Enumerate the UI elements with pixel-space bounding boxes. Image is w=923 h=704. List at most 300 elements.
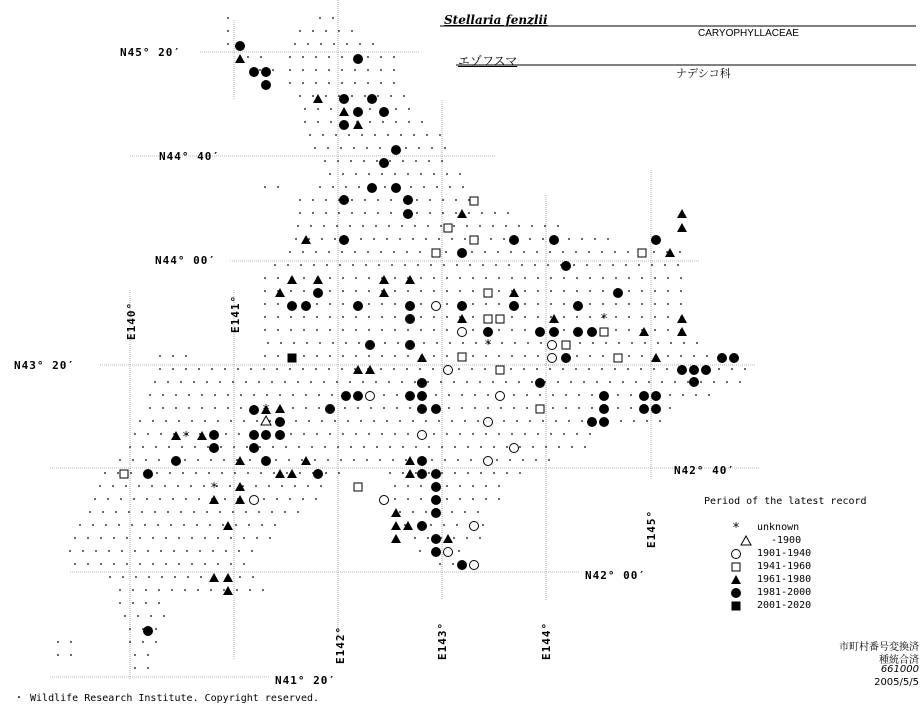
mesh-dot [654,303,656,305]
filled-circle-symbol [613,288,623,298]
mesh-dot [185,498,187,500]
family-japanese: ナデシコ科 [676,67,731,80]
mesh-dot [323,225,325,227]
mesh-dot [602,355,604,357]
mesh-dot [599,264,601,266]
mesh-dot [498,303,500,305]
mesh-dot [630,407,632,409]
mesh-dot [539,394,541,396]
mesh-dot [430,524,432,526]
mesh-dot [264,355,266,357]
lon-label-140: E140° [125,301,138,340]
mesh-dot [299,472,301,474]
mesh-dot [480,472,482,474]
mesh-dot [156,472,158,474]
mesh-dot [425,511,427,513]
mesh-dot [194,446,196,448]
mesh-dot [396,407,398,409]
legend-label-1961-1980: 1961-1980 [757,574,812,585]
mesh-dot [402,472,404,474]
mesh-dot [446,316,448,318]
mesh-dot [400,134,402,136]
mesh-dot [461,407,463,409]
mesh-dot [259,446,261,448]
open-square-symbol [484,289,492,297]
mesh-dot [145,602,147,604]
filled-circle-symbol [405,301,415,311]
mesh-dot [412,511,414,513]
mesh-dot [338,212,340,214]
mesh-dot [108,550,110,552]
filled-triangle-symbol [339,107,349,116]
mesh-dot [627,251,629,253]
mesh-dot [443,524,445,526]
mesh-dot [505,225,507,227]
filled-circle-symbol [353,54,363,64]
mesh-dot [406,368,408,370]
filled-circle-symbol [431,508,441,518]
mesh-dot [316,316,318,318]
mesh-dot [472,355,474,357]
mesh-dot [315,82,317,84]
mesh-dot [514,342,516,344]
mesh-dot [329,277,331,279]
open-square-symbol [120,470,128,478]
filled-circle-symbol [353,391,363,401]
mesh-dot [419,550,421,552]
mesh-dot [628,316,630,318]
lon-label-144: E144° [540,621,553,660]
mesh-dot [394,433,396,435]
mesh-dot [204,563,206,565]
mesh-dot [498,290,500,292]
mesh-dot [474,407,476,409]
mesh-dot [133,498,135,500]
mesh-dot [264,316,266,318]
filled-circle-symbol [431,469,441,479]
mesh-dot [420,303,422,305]
mesh-dot [358,342,360,344]
mesh-dot [234,472,236,474]
mesh-dot [589,316,591,318]
mesh-dot [349,225,351,227]
mesh-dot [394,303,396,305]
mesh-dot [394,316,396,318]
filled-triangle-symbol [235,54,245,63]
mesh-dot [322,134,324,136]
mesh-dot [618,342,620,344]
mesh-dot [381,355,383,357]
mesh-dot [184,459,186,461]
mesh-dot [433,433,435,435]
mesh-dot [384,342,386,344]
mesh-dot [540,342,542,344]
filled-circle-symbol [689,365,699,375]
mesh-dot [145,589,147,591]
mesh-dot [563,329,565,331]
record-code: 661000 [880,664,919,675]
mesh-dot [576,355,578,357]
mesh-dot [641,355,643,357]
open-square-symbol [732,563,740,571]
mesh-dot [285,446,287,448]
mesh-dot [178,563,180,565]
mesh-dot [310,381,312,383]
filled-triangle-symbol [391,521,401,530]
mesh-dot [135,576,137,578]
mesh-dot [318,407,320,409]
mesh-dot [510,368,512,370]
mesh-dot [113,563,115,565]
mesh-dot [498,329,500,331]
mesh-dot [459,498,461,500]
mesh-dot [552,394,554,396]
mesh-dot [297,511,299,513]
mesh-dot [544,225,546,227]
mesh-dot [325,199,327,201]
lat-label-42-00: N42° 00′ [585,569,646,582]
mesh-dot [346,43,348,45]
mesh-dot [162,407,164,409]
filled-circle-symbol [457,248,467,258]
mesh-dot [407,498,409,500]
mesh-dot [182,472,184,474]
mesh-dot [223,589,225,591]
filled-circle-symbol [143,626,153,636]
mesh-dot [576,433,578,435]
mesh-dot [137,615,139,617]
mesh-dot [172,498,174,500]
mesh-dot [433,290,435,292]
mesh-dot [221,472,223,474]
mesh-dot [147,550,149,552]
mesh-dot [394,329,396,331]
open-triangle-symbol [741,536,751,545]
filled-triangle-symbol [209,495,219,504]
mesh-dot [615,277,617,279]
mesh-dot [99,485,101,487]
mesh-dot [185,368,187,370]
filled-circle-symbol [483,327,493,337]
mesh-dot [415,160,417,162]
filled-circle-symbol [599,391,609,401]
mesh-dot [440,381,442,383]
family-latin: CARYOPHYLLACEAE [698,28,799,39]
mesh-dot [138,485,140,487]
mesh-dot [289,251,291,253]
mesh-dot [224,498,226,500]
filled-triangle-symbol [287,469,297,478]
filled-circle-symbol [549,235,559,245]
mesh-dot [485,277,487,279]
mesh-dot [484,368,486,370]
mesh-dot [628,277,630,279]
open-square-symbol [484,315,492,323]
mesh-dot [160,550,162,552]
mesh-dot [578,394,580,396]
mesh-dot [139,537,141,539]
mesh-dot [302,251,304,253]
mesh-dot [454,446,456,448]
mesh-dot [506,472,508,474]
filled-triangle-symbol [391,534,401,543]
filled-circle-symbol [365,340,375,350]
mesh-dot [261,524,263,526]
mesh-dot [433,355,435,357]
filled-circle-symbol [209,430,219,440]
mesh-dot [420,329,422,331]
mesh-dot [376,160,378,162]
mesh-dot [147,433,149,435]
mesh-dot [609,381,611,383]
mesh-dot [107,498,109,500]
mesh-dot [317,121,319,123]
open-square-symbol [638,249,646,257]
mesh-dot [134,654,136,656]
mesh-dot [555,420,557,422]
mesh-dot [329,173,331,175]
mesh-dot [459,485,461,487]
mesh-dot [299,30,301,32]
mesh-dot [167,511,169,513]
mesh-dot [246,446,248,448]
mesh-dot [390,212,392,214]
mesh-dot [388,225,390,227]
mesh-dot [368,290,370,292]
mesh-dot [219,381,221,383]
mesh-dot [416,212,418,214]
mesh-dot [397,342,399,344]
mesh-dot [412,238,414,240]
mesh-dot [327,147,329,149]
mesh-dot [607,238,609,240]
filled-triangle-symbol [457,314,467,323]
mesh-dot [187,576,189,578]
filled-triangle-symbol [209,573,219,582]
mesh-dot [260,56,262,58]
mesh-dot [423,342,425,344]
mesh-dot [451,420,453,422]
mesh-dot [152,563,154,565]
mesh-dot [162,394,164,396]
mesh-dot [496,459,498,461]
mesh-dot [152,420,154,422]
mesh-dot [399,420,401,422]
mesh-dot [419,251,421,253]
mesh-dot [513,407,515,409]
mesh-dot [368,329,370,331]
mesh-dot [378,264,380,266]
mesh-dot [731,368,733,370]
mesh-dot [459,173,461,175]
mesh-dot [594,238,596,240]
mesh-dot [344,407,346,409]
mesh-dot [280,342,282,344]
mesh-dot [374,134,376,136]
mesh-dot [461,394,463,396]
mesh-dot [472,316,474,318]
mesh-dot [375,381,377,383]
mesh-dot [252,576,254,578]
mesh-dot [414,537,416,539]
filled-circle-symbol [535,327,545,337]
mesh-dot [232,381,234,383]
open-circle-symbol [470,522,479,531]
filled-circle-symbol [353,107,363,117]
mesh-dot [407,329,409,331]
mesh-dot [262,589,264,591]
mesh-dot [264,186,266,188]
mesh-dot [165,537,167,539]
open-square-symbol [470,236,478,244]
mesh-dot [324,446,326,448]
mesh-dot [432,368,434,370]
mesh-dot [243,420,245,422]
mesh-dot [315,69,317,71]
filled-circle-symbol [339,195,349,205]
mesh-dot [255,485,257,487]
mesh-dot [146,498,148,500]
mesh-dot [605,342,607,344]
mesh-dot [368,433,370,435]
mesh-dot [511,433,513,435]
mesh-dot [368,173,370,175]
mesh-dot [442,212,444,214]
mesh-dot [208,472,210,474]
mesh-dot [342,290,344,292]
mesh-dot [338,30,340,32]
mesh-dot [433,316,435,318]
mesh-dot [142,446,144,448]
mesh-dot [471,368,473,370]
mesh-dot [653,368,655,370]
filled-circle-symbol [403,195,413,205]
mesh-dot [144,524,146,526]
mesh-dot [406,251,408,253]
mesh-dot [155,628,157,630]
mesh-dot [537,316,539,318]
mesh-dot [586,264,588,266]
filled-triangle-symbol [379,275,389,284]
mesh-dot [602,290,604,292]
mesh-dot [562,368,564,370]
open-square-symbol [496,315,504,323]
mesh-dot [157,524,159,526]
mesh-dot [341,69,343,71]
filled-circle-symbol [405,340,415,350]
mesh-dot [526,394,528,396]
mesh-dot [341,251,343,253]
mesh-dot [325,30,327,32]
mesh-dot [361,134,363,136]
mesh-dot [615,303,617,305]
filled-circle-symbol [325,404,335,414]
mesh-dot [195,472,197,474]
mesh-dot [513,394,515,396]
open-circle-symbol [548,341,557,350]
mesh-dot [667,355,669,357]
mesh-dot [145,459,147,461]
mesh-dot [667,290,669,292]
mesh-dot [457,459,459,461]
filled-square-symbol [288,354,297,363]
filled-circle-symbol [561,353,571,363]
open-square-symbol [470,197,478,205]
mesh-dot [547,264,549,266]
mesh-dot [158,602,160,604]
mesh-dot [203,485,205,487]
mesh-dot [188,394,190,396]
mesh-dot [117,472,119,474]
mesh-dot [348,134,350,136]
mesh-dot [276,368,278,370]
mesh-dot [256,537,258,539]
mesh-dot [109,576,111,578]
mesh-dot [168,446,170,448]
mesh-dot [165,563,167,565]
mesh-dot [456,264,458,266]
mesh-dot [201,394,203,396]
mesh-dot [214,407,216,409]
mesh-dot [552,407,554,409]
mesh-dot [498,355,500,357]
mesh-dot [380,251,382,253]
filled-triangle-symbol [313,275,323,284]
filled-triangle-symbol [171,431,181,440]
mesh-dot [468,212,470,214]
mesh-dot [351,199,353,201]
mesh-dot [446,485,448,487]
mesh-dot [225,550,227,552]
mesh-dot [159,368,161,370]
mesh-dot [410,186,412,188]
mesh-dot [391,264,393,266]
mesh-dot [319,186,321,188]
mesh-dot [726,381,728,383]
mesh-dot [297,381,299,383]
mesh-dot [428,160,430,162]
mesh-dot [318,394,320,396]
mesh-dot [191,537,193,539]
mesh-dot [300,264,302,266]
mesh-dot [427,381,429,383]
mesh-dot [565,407,567,409]
filled-circle-symbol [313,288,323,298]
mesh-dot [563,303,565,305]
mesh-dot [345,342,347,344]
mesh-dot [292,394,294,396]
open-square-symbol [458,353,466,361]
lon-label-143: E143° [436,621,449,660]
mesh-dot [105,524,107,526]
mesh-dot [414,381,416,383]
mesh-dot [596,381,598,383]
mesh-dot [159,355,161,357]
mesh-dot [200,576,202,578]
mesh-dot [251,550,253,552]
mesh-dot [383,407,385,409]
filled-circle-symbol [431,547,441,557]
mesh-dot [575,368,577,370]
mesh-dot [328,69,330,71]
open-circle-symbol [250,496,259,505]
mesh-dot [693,355,695,357]
mesh-dot [549,368,551,370]
mesh-dot [557,225,559,227]
mesh-dot [364,212,366,214]
mesh-dot [253,394,255,396]
mesh-dot [474,394,476,396]
